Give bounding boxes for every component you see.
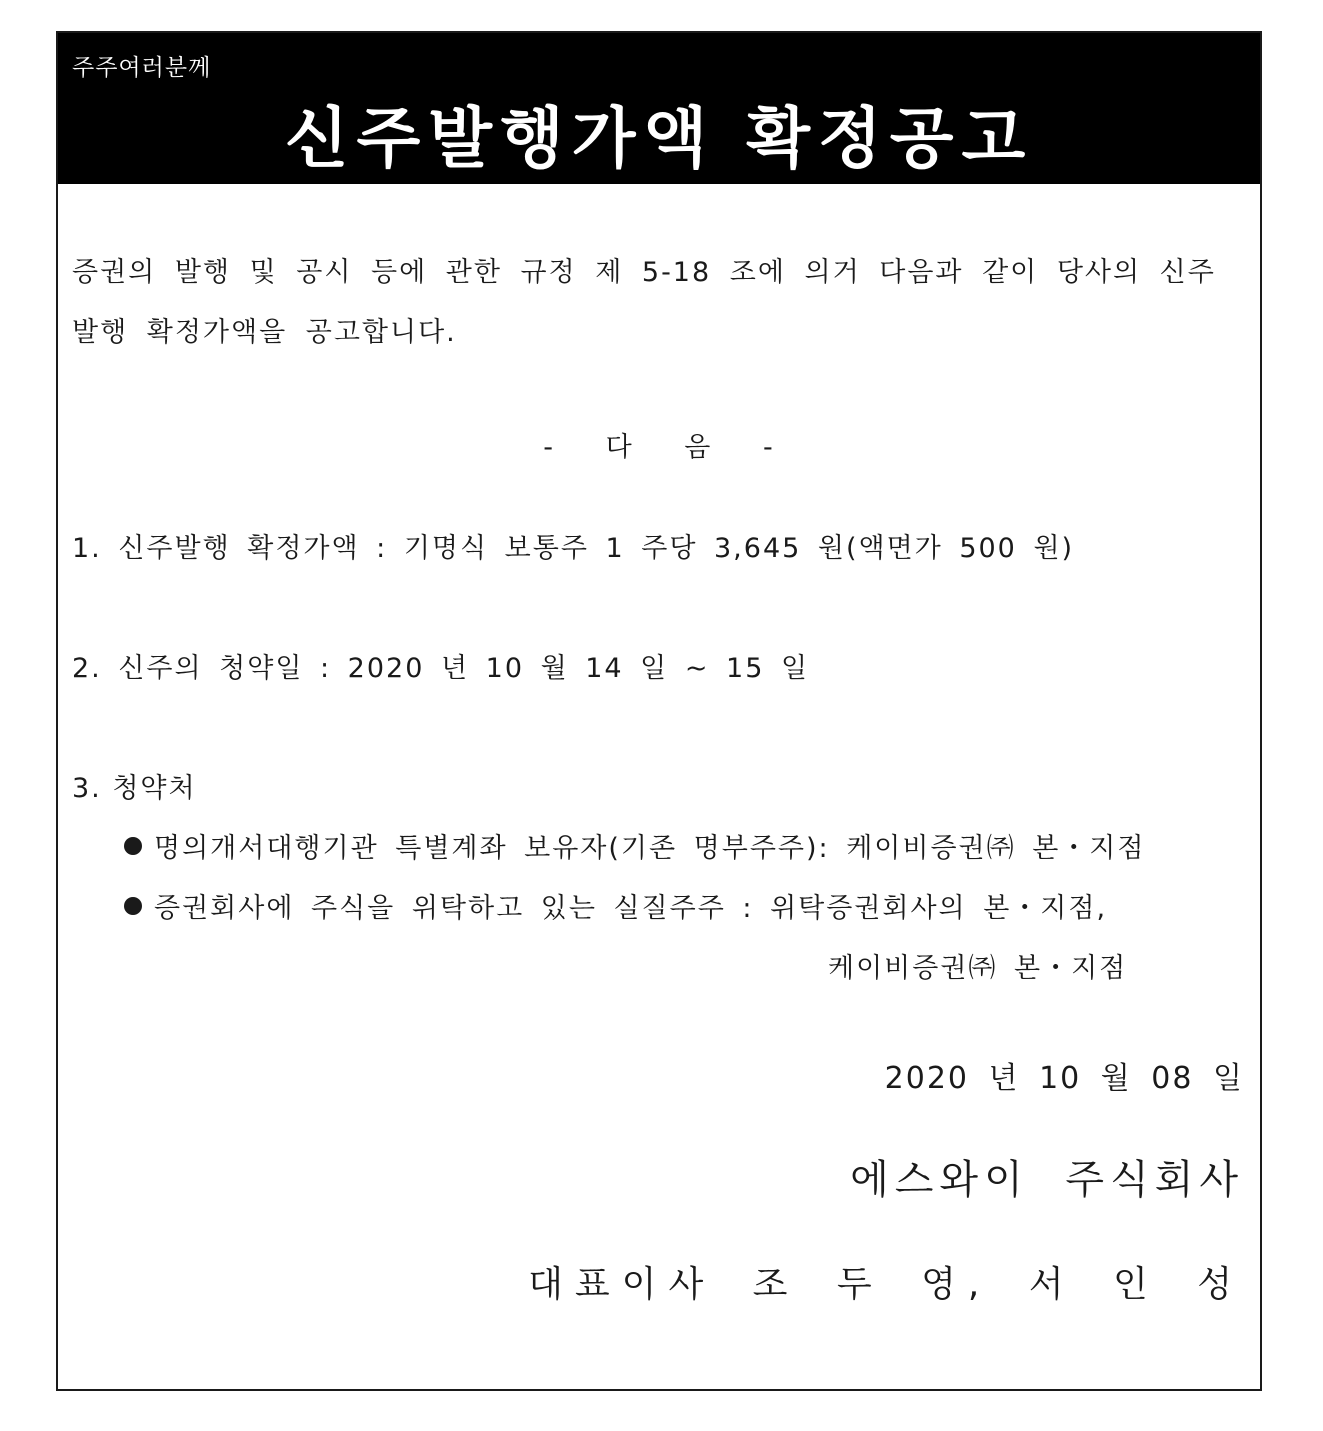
bullet-text: 증권회사에 주식을 위탁하고 있는 실질주주 : 위탁증권회사의 본・지점, [154, 893, 1108, 924]
representative: 대표이사 조 두 영, 서 인 성 [528, 1264, 1244, 1305]
bullet-icon [124, 837, 142, 855]
notice-date: 2020 년 10 월 08 일 [884, 1061, 1244, 1096]
intro-line-2: 발행 확정가액을 공고합니다. [72, 317, 457, 348]
salutation: 주주여러분께 [72, 55, 212, 81]
intro-paragraph [72, 243, 1248, 363]
notice-title: 신주발행가액 확정공고 [284, 100, 1034, 177]
next-heading: - 다 음 - [543, 432, 775, 463]
item-subscription-place: 3. 청약처 [72, 773, 197, 804]
bullet-continuation: 케이비증권㈜ 본・지점 [828, 953, 1128, 984]
item-subscription-date: 2. 신주의 청약일 : 2020 년 10 월 14 일 ~ 15 일 [72, 653, 810, 684]
item-issue-price: 1. 신주발행 확정가액 : 기명식 보통주 1 주당 3,645 원(액면가 500 원) [72, 533, 1075, 564]
intro-line-1: 증권의 발행 및 공시 등에 관한 규정 제 5-18 조에 의거 다음과 같이 당사의 신주 [72, 257, 1216, 288]
bullet-text: 명의개서대행기관 특별계좌 보유자(기존 명부주주): 케이비증권㈜ 본・지점 [154, 833, 1146, 864]
bullet-beneficial-holders [124, 886, 1107, 925]
notice-frame [56, 31, 1262, 1391]
notice-header [58, 33, 1260, 184]
company-name: 에스와이 주식회사 [850, 1157, 1244, 1203]
bullet-icon [124, 897, 142, 915]
bullet-special-account [124, 826, 1145, 865]
